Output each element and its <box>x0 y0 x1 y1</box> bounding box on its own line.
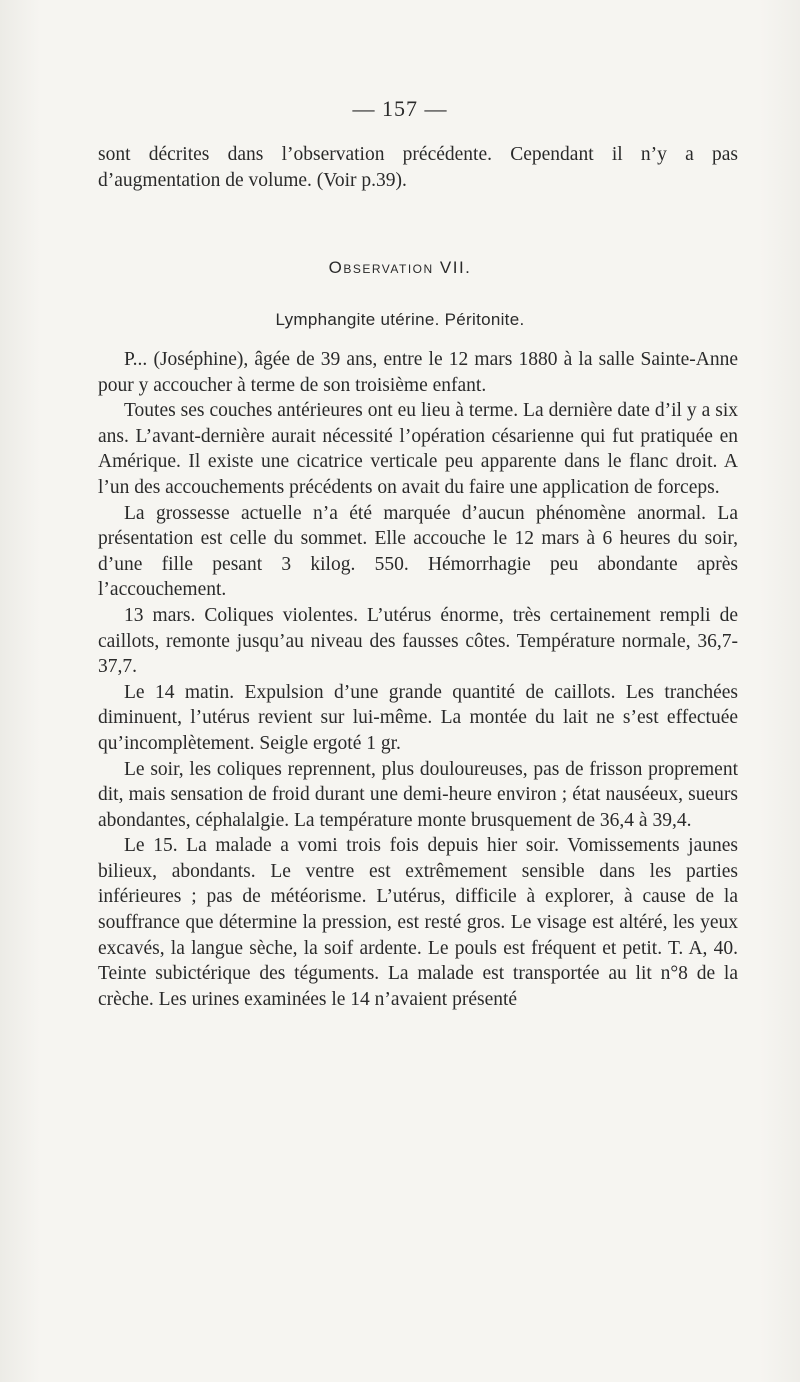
paragraph: Toutes ses couches antérieures ont eu lieu à terme. La dernière date d’il y a six ans. L’avant-dernière aurait nécessité l’opération césarienne qui fut pratiquée en Amérique. Il existe une cicatrice verticale peu apparente dans le flanc droit. A l’un des accouchements précédents on avait du faire une application de forceps. <box>98 400 738 498</box>
paragraph: Le soir, les coliques reprennent, plus douloureuses, pas de frisson proprement dit, mais sensation de froid durant une demi-heure environ ; état nauséeux, sueurs abondantes, céphalalgie. La température monte brusquement de 36,4 à 39,4. <box>98 758 738 831</box>
observation-subtitle: Lymphangite utérine. Péritonite. <box>275 310 525 329</box>
paragraph: Le 14 matin. Expulsion d’une grande quantité de caillots. Les tranchées diminuent, l’utérus revient sur lui-même. La montée du lait ne s’est effectuée qu’incomplètement. Seigle ergoté 1 gr. <box>98 681 738 754</box>
intro-paragraph <box>98 142 738 193</box>
observation-title: Observation VII. <box>328 258 472 277</box>
paragraph: La grossesse actuelle n’a été marquée d’aucun phénomène anormal. La présentation est celle du sommet. Elle accouche le 12 mars à 6 heures du soir, d’une fille pesant 3 kilog. 550. Hémorrhagie peu abondante après l’accouchement. <box>98 502 738 601</box>
paragraph: Le 15. La malade a vomi trois fois depuis hier soir. Vomissements jaunes bilieux, abondants. Le ventre est extrêmement sensible dans les parties inférieures ; pas de météorisme. L’utérus, difficile à explorer, à cause de la souffrance que détermine la pression, est resté gros. Le visage est altéré, les yeux excavés, la langue sèche, la soif ardente. Le pouls est fréquent et petit. T. A, 40. Teinte subictérique des téguments. La malade est transportée au lit n°8 de la crèche. Les urines examinées le 14 n’avaient présenté <box>98 835 738 1010</box>
page-number: — 157 — <box>352 96 448 121</box>
paragraph: 13 mars. Coliques violentes. L’utérus énorme, très certainement rempli de caillots, remonte jusqu’au niveau des fausses côtes. Température normale, 36,7-37,7. <box>98 604 738 678</box>
observation-body <box>98 347 738 1012</box>
paragraph: P... (Joséphine), âgée de 39 ans, entre le 12 mars 1880 à la salle Sainte-Anne pour y accoucher à terme de son troisième enfant. <box>98 349 738 396</box>
intro-text: sont décrites dans l’observation précédente. Cependant il n’y a pas d’augmentation de volume. (Voir p.39). <box>98 144 738 191</box>
